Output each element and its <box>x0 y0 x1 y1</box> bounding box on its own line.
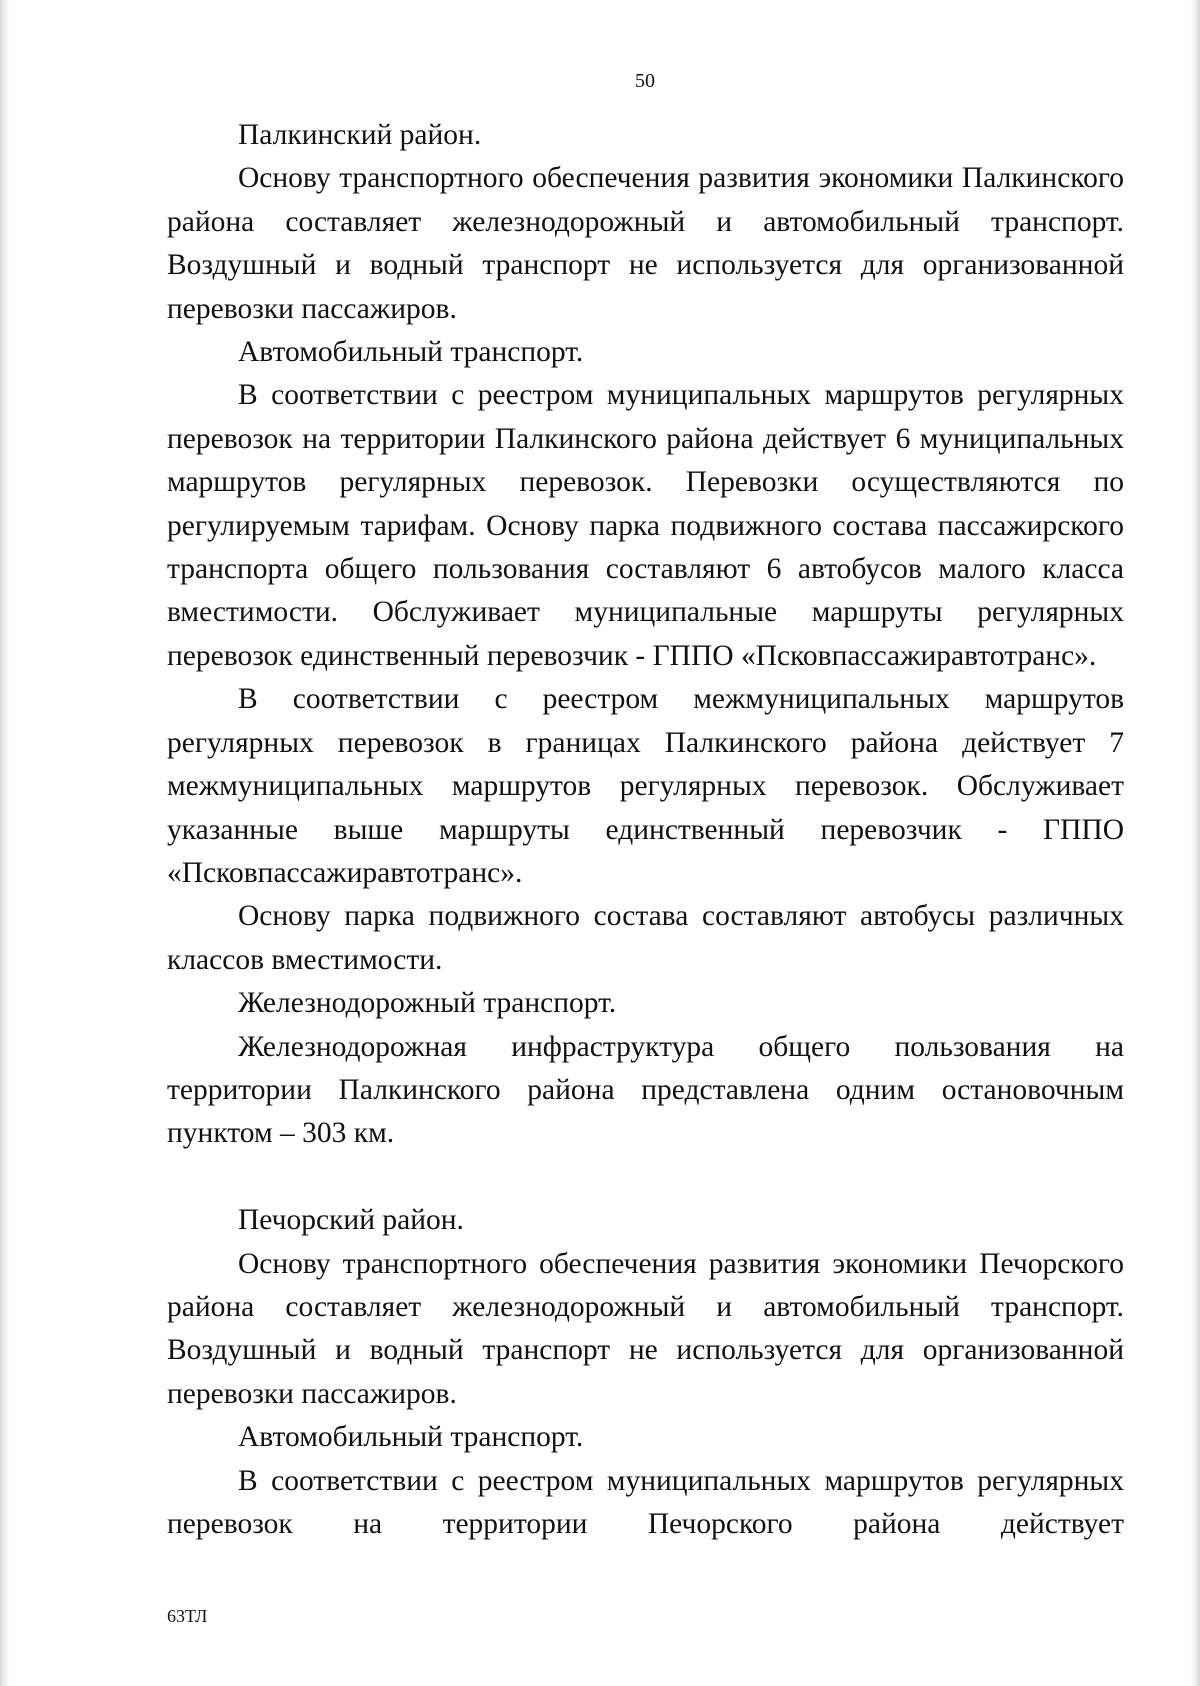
section-heading-pechorsky: Печорский район. <box>238 1204 464 1237</box>
subheading-rail-transport: Железнодорожный транспорт. <box>238 987 617 1020</box>
paragraph: Железнодорожная инфраструктура общего пользования на территории Палкинского района представлена одним остановочным пунктом – 303 км. <box>167 1030 1124 1150</box>
section-heading-palkinsky: Палкинский район. <box>238 119 482 151</box>
scan-edge-left <box>0 0 10 1686</box>
paragraph: В соответствии с реестром муниципальных маршрутов регулярных перевозок на территории Палкинского района действует 6 муниципальных маршрутов регулярных перевозок. Перевозки осуществляются по регулируемым тарифам. Основу парка подвижного состава пассажирского транспорта общего пользования составляют 6 автобусов малого класса вместимости. Обслуживает муниципальные маршруты регулярных перевозок единственный перевозчик - ГППО «Псковпассажиравтотранс». <box>167 379 1124 672</box>
footer-code: 63ТЛ <box>167 1606 208 1626</box>
paragraph-continued: В соответствии с реестром муниципальных маршрутов регулярных перевозок на территории Печорского района действует <box>167 1464 1124 1540</box>
paragraph: Основу парка подвижного состава составляют автобусы различных классов вместимости. <box>167 900 1124 976</box>
page-number: 50 <box>635 70 655 92</box>
subheading-road-transport: Автомобильный транспорт. <box>238 336 584 369</box>
subheading-road-transport: Автомобильный транспорт. <box>238 1421 584 1454</box>
scan-edge-right <box>1190 0 1200 1686</box>
paragraph: Основу транспортного обеспечения развития экономики Палкинского района составляет железнодорожный и автомобильный транспорт. Воздушный и водный транспорт не используется для организованной перевозки пассажиров. <box>167 162 1124 325</box>
document-body <box>167 114 1124 1546</box>
paragraph: Основу транспортного обеспечения развития экономики Печорского района составляет железнодорожный и автомобильный транспорт. Воздушный и водный транспорт не используется для организованной перевозки пассажиров. <box>167 1247 1124 1410</box>
paragraph: В соответствии с реестром межмуниципальных маршрутов регулярных перевозок в границах Палкинского района действует 7 межмуниципальных маршрутов регулярных перевозок. Обслуживает указанные выше маршруты единственный перевозчик - ГППО «Псковпассажиравтотранс». <box>167 683 1124 889</box>
